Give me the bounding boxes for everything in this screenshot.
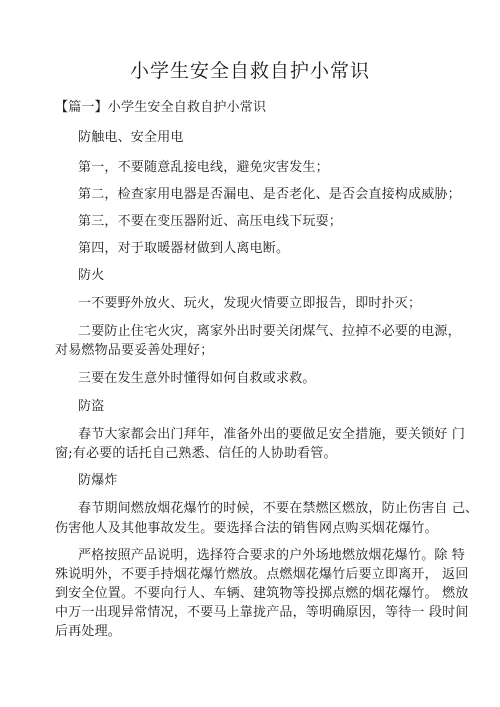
paragraph-line: 严格按照产品说明，选择符合要求的户外场地燃放烟花爆竹。除 特	[78, 548, 466, 563]
subheading-fire: 防火	[78, 268, 105, 283]
paragraph-line: 第三，不要在变压器附近、高压电线下玩耍；	[78, 214, 343, 229]
document-title: 小学生安全自救自护小常识	[129, 60, 370, 82]
subheading-electricity: 防触电、安全用电	[78, 130, 184, 145]
section-heading-1: 【篇一】小学生安全自救自护小常识	[55, 100, 267, 115]
paragraph-line: 春节期间燃放烟花爆竹的时候，不要在禁燃区燃放，防止伤害自 己、	[78, 501, 479, 516]
paragraph-line: 一不要野外放火、玩火，发现火情要立即报告，即时扑灭；	[78, 296, 422, 311]
paragraph-line: 对易燃物品要妥善处理好；	[55, 343, 214, 358]
paragraph-line: 春节大家都会出门拜年，准备外出的要做足安全措施，要关锁好 门	[78, 427, 466, 442]
subheading-theft: 防盗	[78, 399, 105, 414]
paragraph-line: 第四，对于取暖器材做到人离电断。	[78, 241, 290, 256]
subheading-explosion: 防爆炸	[78, 473, 118, 488]
paragraph-line: 第一，不要随意乱接电线，避免灾害发生；	[78, 160, 329, 175]
paragraph-line: 伤害他人及其他事故发生。要选择合法的销售网点购买烟花爆竹。	[55, 521, 438, 536]
paragraph-line: 殊说明外，不要手持烟花爆竹燃放。点燃烟花爆竹后要立即离开， 返回	[55, 567, 469, 582]
paragraph-line: 二要防止住宅火灾，离家外出时要关闭煤气、拉掉不必要的电源，	[78, 324, 461, 339]
paragraph-line: 到安全位置。不要向行人、车辆、建筑物等投掷点燃的烟花爆竹。 燃放	[55, 586, 469, 601]
paragraph-line: 窗;有必要的话托自己熟悉、信任的人协助看管。	[55, 446, 337, 461]
paragraph-line: 后再处理。	[55, 624, 122, 639]
paragraph-line: 第二，检查家用电器是否漏电、是否老化、是否会直接构成威胁；	[78, 187, 461, 202]
paragraph-line: 三要在发生意外时懂得如何自救或求救。	[78, 371, 316, 386]
paragraph-line: 中万一出现异常情况，不要马上靠拢产品，等明确原因，等待一 段时间	[55, 605, 469, 620]
